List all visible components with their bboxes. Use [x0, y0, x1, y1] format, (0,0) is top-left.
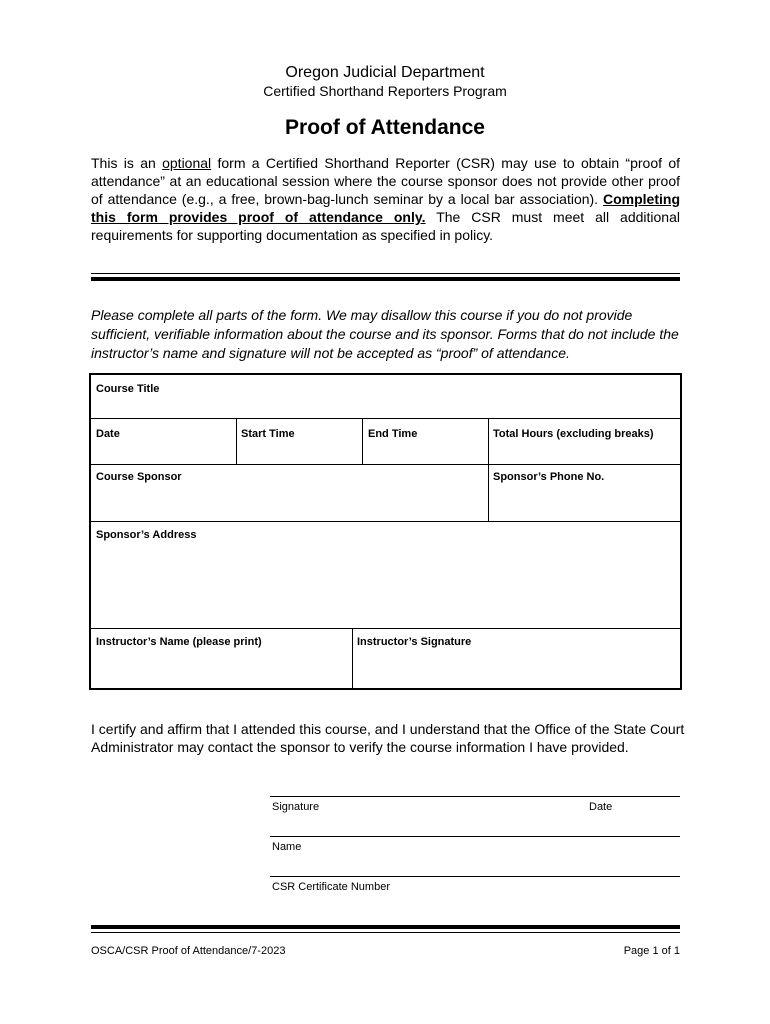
csr-number-line[interactable]: [270, 876, 680, 877]
footer-document-id: OSCA/CSR Proof of Attendance/7-2023: [91, 945, 286, 957]
total-hours-field[interactable]: Total Hours (excluding breaks): [493, 428, 654, 440]
sponsor-phone-field[interactable]: Sponsor’s Phone No.: [493, 471, 605, 483]
intro-optional: optional: [162, 155, 212, 171]
page-title: Proof of Attendance: [285, 116, 485, 139]
sponsor-address-field[interactable]: Sponsor’s Address: [96, 529, 197, 541]
organization-name: Oregon Judicial Department: [285, 64, 485, 81]
csr-number-label: CSR Certificate Number: [272, 881, 390, 893]
divider-bottom-thin: [91, 932, 680, 933]
form-col-divider-instructor: [352, 628, 353, 688]
form-instructions: Please complete all parts of the form. We may disallow this course if you do not provide sufficient, verifiable information about the course and its sponsor. Forms that do not include the instructor’s name and signature will not be accepted as “proof” of attendance.: [91, 307, 679, 361]
instructor-name-field[interactable]: Instructor’s Name (please print): [96, 636, 262, 648]
divider-top-thick: [91, 277, 680, 281]
name-label: Name: [272, 841, 302, 853]
intro-paragraph: [91, 154, 680, 244]
start-time-field[interactable]: Start Time: [241, 428, 295, 440]
date-label: Date: [589, 801, 613, 813]
form-row-divider-4: [91, 628, 680, 629]
end-time-field[interactable]: End Time: [368, 428, 418, 440]
certification-statement: I certify and affirm that I attended this course, and I understand that the Office of the State Court Administrator may contact the sponsor to verify the course information I have provided.: [91, 721, 685, 755]
signature-label: Signature: [272, 801, 320, 813]
form-row-divider-3: [91, 521, 680, 522]
divider-top-thin: [91, 273, 680, 274]
course-title-field[interactable]: Course Title: [96, 383, 160, 395]
name-line[interactable]: [270, 836, 680, 837]
instructor-signature-field[interactable]: Instructor’s Signature: [357, 636, 472, 648]
program-name: Certified Shorthand Reporters Program: [263, 83, 507, 99]
form-row-divider-1: [91, 418, 680, 419]
form-col-divider-date: [236, 418, 237, 464]
intro-text-2: form a Certified Shorthand Reporter (CSR) may use to obtain “proof of attendance” at an educational session where the course sponsor does not provide other proof of attendance (e.g., a free, brown-bag-lunch seminar by a local bar association).: [91, 155, 680, 207]
footer-page-number: Page 1 of 1: [623, 945, 680, 957]
form-col-divider-start: [362, 418, 363, 464]
course-sponsor-field[interactable]: Course Sponsor: [96, 471, 182, 483]
intro-text-3: The CSR must meet all additional requirements for supporting documentation as specified in policy.: [91, 209, 680, 243]
form-row-divider-2: [91, 464, 680, 465]
intro-proof-only: Completing this form provides proof of attendance only.: [91, 191, 680, 225]
attendance-form-table: [89, 373, 682, 690]
intro-text-1: This is an: [91, 155, 163, 171]
divider-bottom-thick: [91, 925, 680, 929]
form-col-divider-end: [488, 418, 489, 521]
signature-line[interactable]: [270, 796, 680, 797]
date-field[interactable]: Date: [96, 428, 120, 440]
